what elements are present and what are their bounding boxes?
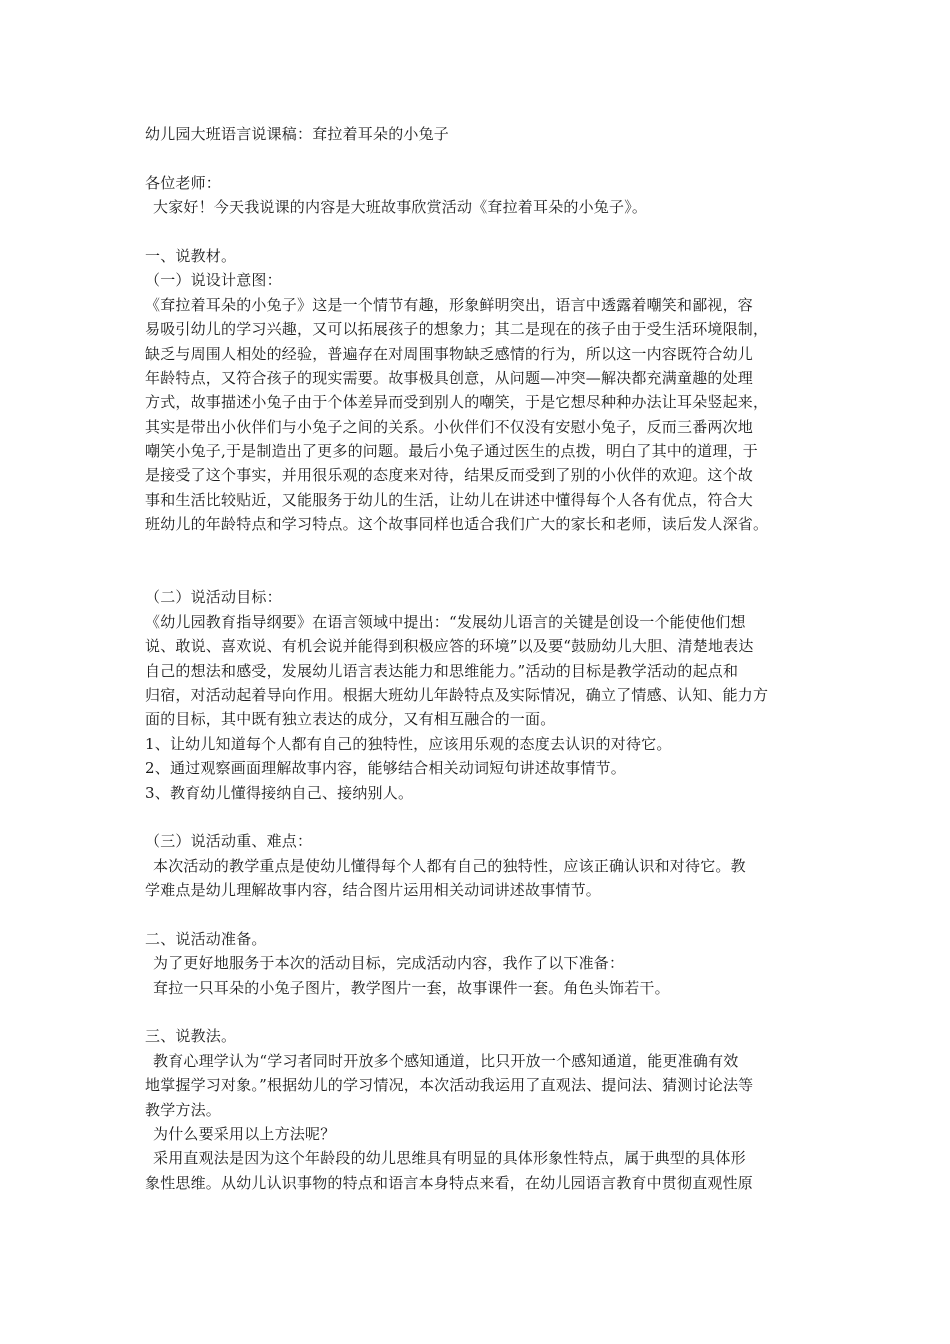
section-heading: 二、说活动准备。 bbox=[145, 929, 267, 948]
paragraph-line: 方式，故事描述小兔子由于个体差异而受到别人的嘲笑，于是它想尽种种办法让耳朵竖起来， bbox=[145, 393, 769, 412]
paragraph-line: 为了更好地服务于本次的活动目标，完成活动内容，我作了以下准备： bbox=[153, 954, 625, 973]
section-heading: 一、说教材。 bbox=[145, 246, 237, 265]
paragraph-line: 《耷拉着耳朵的小兔子》这是一个情节有趣，形象鲜明突出，语言中透露着嘲笑和鄙视，容 bbox=[145, 295, 754, 314]
paragraph-line: 学难点是幼儿理解故事内容，结合图片运用相关动词讲述故事情节。 bbox=[145, 881, 602, 900]
spacer bbox=[145, 903, 825, 927]
paragraph-line: 缺乏与周围人相处的经验，普遍存在对周围事物缺乏感情的行为，所以这一内容既符合幼儿 bbox=[145, 344, 754, 363]
paragraph-line: 是接受了这个事实，并用很乐观的态度来对待，结果反而受到了别的小伙伴的欢迎。这个故 bbox=[145, 466, 754, 485]
paragraph-line: 本次活动的教学重点是使幼儿懂得每个人都有自己的独特性，应该正确认识和对待它。教 bbox=[153, 856, 746, 875]
paragraph-line: 象性思维。从幼儿认识事物的特点和语言本身特点来看，在幼儿园语言教育中贯彻直观性原 bbox=[145, 1173, 754, 1192]
spacer bbox=[145, 1000, 825, 1024]
document-page bbox=[145, 122, 825, 1195]
spacer bbox=[145, 805, 825, 829]
paragraph-line: 年龄特点，又符合孩子的现实需要。故事极具创意，从问题—冲突—解决都充满童趣的处理 bbox=[145, 368, 754, 387]
paragraph-line: 耷拉一只耳朵的小兔子图片，教学图片一套，故事课件一套。角色头饰若干。 bbox=[153, 978, 670, 997]
paragraph-line: 自己的想法和感受，发展幼儿语言表达能力和思维能力。”活动的目标是教学活动的起点和 bbox=[145, 661, 739, 680]
paragraph-line: 嘲笑小兔子,于是制造出了更多的问题。最后小兔子通过医生的点拨，明白了其中的道理，于 bbox=[145, 442, 758, 461]
spacer bbox=[145, 220, 825, 244]
goal-item: 2、通过观察画面理解故事内容，能够结合相关动词短句讲述故事情节。 bbox=[145, 759, 626, 778]
document-title: 幼儿园大班语言说课稿：耷拉着耳朵的小兔子 bbox=[145, 125, 450, 143]
subsection-heading: （一）说设计意图： bbox=[145, 271, 282, 290]
goal-item: 1、让幼儿知道每个人都有自己的独特性，应该用乐观的态度去认识的对待它。 bbox=[145, 734, 672, 753]
paragraph-line: 归宿，对活动起着导向作用。根据大班幼儿年龄特点及实际情况，确立了情感、认知、能力方 bbox=[145, 685, 769, 704]
paragraph-line: 采用直观法是因为这个年龄段的幼儿思维具有明显的具体形象性特点，属于典型的具体形 bbox=[153, 1149, 746, 1168]
paragraph-line: 地掌握学习对象。”根据幼儿的学习情况，本次活动我运用了直观法、提问法、猜测讨论法等 bbox=[145, 1076, 754, 1095]
paragraph-line: 其实是带出小伙伴们与小兔子之间的关系。小伙伴们不仅没有安慰小兔子，反而三番两次地 bbox=[145, 417, 754, 436]
goal-item: 3、教育幼儿懂得接纳自己、接纳别人。 bbox=[145, 783, 414, 802]
paragraph-line: 教育心理学认为“学习者同时开放多个感知通道，比只开放一个感知通道，能更准确有效 bbox=[153, 1051, 739, 1070]
paragraph-line: 说、敢说、喜欢说、有机会说并能得到积极应答的环境”以及要“鼓励幼儿大胆、清楚地表达 bbox=[145, 637, 754, 656]
spacer bbox=[145, 561, 825, 585]
subsection-heading: （三）说活动重、难点： bbox=[145, 832, 313, 851]
paragraph-line: 易吸引幼儿的学习兴趣，又可以拓展孩子的想象力；其二是现在的孩子由于受生活环境限制， bbox=[145, 320, 769, 339]
paragraph-line: 为什么要采用以上方法呢？ bbox=[153, 1125, 336, 1144]
spacer bbox=[145, 537, 825, 561]
paragraph-line: 《幼儿园教育指导纲要》在语言领域中提出：“发展幼儿语言的关键是创设一个能使他们想 bbox=[145, 612, 746, 631]
paragraph-line: 教学方法。 bbox=[145, 1100, 222, 1119]
paragraph-line: 事和生活比较贴近，又能服务于幼儿的生活，让幼儿在讲述中懂得每个人各有优点，符合大 bbox=[145, 490, 754, 509]
paragraph-line: 班幼儿的年龄特点和学习特点。这个故事同样也适合我们广大的家长和老师，读后发人深省。 bbox=[145, 515, 769, 534]
subsection-heading: （二）说活动目标： bbox=[145, 588, 282, 607]
paragraph-line: 面的目标，其中既有独立表达的成分，又有相互融合的一面。 bbox=[145, 710, 556, 729]
section-heading: 三、说教法。 bbox=[145, 1027, 237, 1046]
spacer bbox=[145, 146, 825, 170]
greeting: 各位老师： bbox=[145, 173, 222, 192]
intro-paragraph: 大家好！今天我说课的内容是大班故事欣赏活动《耷拉着耳朵的小兔子》。 bbox=[153, 198, 648, 217]
